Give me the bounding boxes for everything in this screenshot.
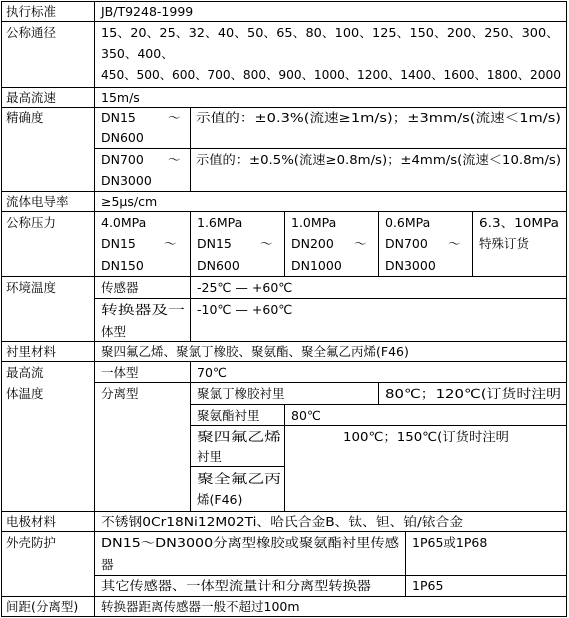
standard-label: 执行标准 xyxy=(6,4,57,19)
accuracy-range-2-sep: ～ xyxy=(168,152,181,167)
accuracy-range-2-end: DN3000 xyxy=(101,173,152,188)
accuracy-value-2: 示值的：±0.5%(流速≥0.8m/s)；±4mm/s(流速＜10.8m/s) xyxy=(196,152,561,167)
max-velocity-value: 15m/s xyxy=(101,90,140,105)
conductivity-value: ≥5μs/cm xyxy=(101,194,158,209)
separate-value-1: 80℃；120℃(订货时注明 xyxy=(385,386,561,401)
ambient-converter-name-1: 转换器及一 xyxy=(101,302,185,317)
integrated-type-name: 一体型 xyxy=(101,365,139,380)
pressure-range-4-start: DN700 xyxy=(385,236,428,251)
ambient-converter-value: -10℃ — +60℃ xyxy=(197,302,293,317)
pressure-special-order: 特殊订货 xyxy=(479,236,530,251)
accuracy-value-1: 示值的：±0.3%(流速≥1m/s)；±3mm/s(流速＜1m/s) xyxy=(196,110,561,125)
accuracy-range-1-end: DN600 xyxy=(101,130,144,145)
accuracy-range-2-start: DN700 xyxy=(101,152,144,167)
pressure-range-4-end: DN3000 xyxy=(385,258,436,273)
ambient-label: 环境温度 xyxy=(6,280,57,295)
enclosure-desc-2: 其它传感器、一体型流量计和分离型转换器 xyxy=(101,578,372,593)
integrated-type-value: 70℃ xyxy=(197,365,227,380)
max-fluid-temp-label-2: 体温度 xyxy=(6,386,44,401)
separate-value-2: 80℃ xyxy=(291,408,321,423)
distance-label: 间距(分离型) xyxy=(6,599,79,614)
separate-lining-4-line-1: 聚全氟乙丙 xyxy=(197,471,281,486)
pressure-label: 公称压力 xyxy=(6,215,57,230)
pressure-rating-5: 6.3、10MPa xyxy=(479,215,559,230)
pressure-range-2-start: DN15 xyxy=(197,236,232,251)
pressure-range-3-start: DN200 xyxy=(291,236,334,251)
separate-lining-1: 聚氯丁橡胶衬里 xyxy=(197,386,285,401)
enclosure-desc-1-line-1: DN15～DN3000分离型橡胶或聚氨酯衬里传感 xyxy=(101,535,400,550)
accuracy-range-1-sep: ～ xyxy=(168,110,181,125)
max-fluid-temp-label-1: 最高流 xyxy=(6,365,44,380)
enclosure-value-1: 1P65或1P68 xyxy=(412,535,488,550)
pressure-rating-2: 1.6MPa xyxy=(197,215,243,230)
pressure-rating-4: 0.6MPa xyxy=(385,215,431,230)
separate-value-3: 100℃；150℃(订货时注明 xyxy=(343,429,509,444)
electrode-label: 电极材料 xyxy=(6,514,57,529)
ambient-converter-name-2: 体型 xyxy=(101,324,127,339)
ambient-sensor-name: 传感器 xyxy=(101,280,139,295)
enclosure-label: 外壳防护 xyxy=(6,535,57,550)
max-velocity-label: 最高流速 xyxy=(6,90,57,105)
standard-value: JB/T9248-1999 xyxy=(101,4,194,19)
pressure-rating-3: 1.0MPa xyxy=(291,215,337,230)
pressure-range-1-sep: ～ xyxy=(164,236,177,251)
electrode-value: 不锈钢0Cr18Ni12M02Ti、哈氏合金B、钛、钽、铂/铱合金 xyxy=(101,514,464,529)
diameter-line-2: 350、400、 xyxy=(101,46,174,61)
diameter-label: 公称通径 xyxy=(6,25,57,40)
lining-value: 聚四氟乙烯、聚氯丁橡胶、聚氨酯、聚全氟乙丙烯(F46) xyxy=(101,344,409,359)
pressure-range-3-sep: ～ xyxy=(354,236,367,251)
pressure-rating-1: 4.0MPa xyxy=(101,215,147,230)
separate-type-name: 分离型 xyxy=(101,386,139,401)
pressure-range-1-start: DN15 xyxy=(101,236,136,251)
pressure-range-2-end: DN600 xyxy=(197,258,240,273)
diameter-line-3: 450、500、600、700、800、900、1000、1200、1400、1600、1800、2000 xyxy=(101,67,562,82)
pressure-range-1-end: DN150 xyxy=(101,258,144,273)
pressure-range-3-end: DN1000 xyxy=(291,258,342,273)
separate-lining-3-line-1: 聚四氟乙烯 xyxy=(197,429,281,444)
enclosure-value-2: 1P65 xyxy=(412,578,444,593)
separate-lining-4-line-2: 烯(F46) xyxy=(197,492,243,507)
pressure-range-2-sep: ～ xyxy=(260,236,273,251)
separate-lining-3-line-2: 衬里 xyxy=(197,449,223,464)
lining-label: 衬里材料 xyxy=(6,344,57,359)
distance-value: 转换器距离传感器一般不超过100m xyxy=(101,599,300,614)
accuracy-range-1-start: DN15 xyxy=(101,110,136,125)
accuracy-label: 精确度 xyxy=(6,110,44,125)
diameter-line-1: 15、20、25、32、40、50、65、80、100、125、150、200、250、300、 xyxy=(101,25,559,40)
pressure-range-4-sep: ～ xyxy=(448,236,461,251)
enclosure-desc-1-line-2: 器 xyxy=(101,557,114,572)
conductivity-label: 流体电导率 xyxy=(6,194,69,209)
ambient-sensor-value: -25℃ — +60℃ xyxy=(197,280,293,295)
separate-lining-2: 聚氨酯衬里 xyxy=(197,408,260,423)
